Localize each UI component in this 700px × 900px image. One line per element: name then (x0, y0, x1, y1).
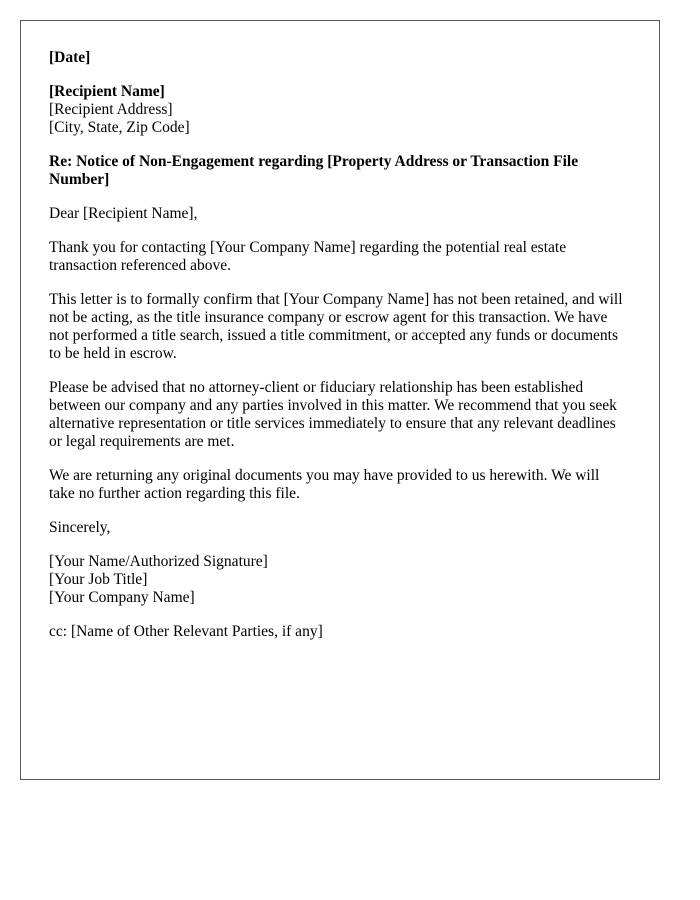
salutation: Dear [Recipient Name], (49, 205, 198, 222)
paragraph-advisory: Please be advised that no attorney-client or fiduciary relationship has been established between our company and any parties involved in this matter. We recommend that you seek alternative representation or title services immediately to ensure that any relevant deadlines or legal requirements are met. (49, 379, 617, 450)
letter-body (49, 49, 629, 657)
recipient-block (49, 83, 629, 137)
recipient-city-state-zip: [City, State, Zip Code] (49, 119, 190, 136)
paragraph-returning-documents: We are returning any original documents you may have provided to us herewith. We will take no further action regarding this file. (49, 467, 600, 502)
date-block (49, 49, 629, 67)
recipient-name: [Recipient Name] (49, 83, 165, 100)
signature-name: [Your Name/Authorized Signature] (49, 553, 268, 570)
paragraph-intro: Thank you for contacting [Your Company Name] regarding the potential real estate transaction referenced above. (49, 239, 567, 274)
date-line: [Date] (49, 49, 91, 66)
recipient-address: [Recipient Address] (49, 101, 173, 118)
cc-line: cc: [Name of Other Relevant Parties, if any] (49, 623, 323, 640)
signature-block (49, 553, 629, 607)
subject-line: Re: Notice of Non-Engagement regarding [Property Address or Transaction File Number] (49, 153, 579, 188)
signature-company: [Your Company Name] (49, 589, 195, 606)
letter-page (20, 20, 660, 780)
signature-title: [Your Job Title] (49, 571, 148, 588)
closing: Sincerely, (49, 519, 111, 536)
paragraph-confirmation: This letter is to formally confirm that [Your Company Name] has not been retained, and will not be acting, as the title insurance company or escrow agent for this transaction. We have not performed a title search, issued a title commitment, or accepted any funds or documents to be held in escrow. (49, 291, 623, 362)
